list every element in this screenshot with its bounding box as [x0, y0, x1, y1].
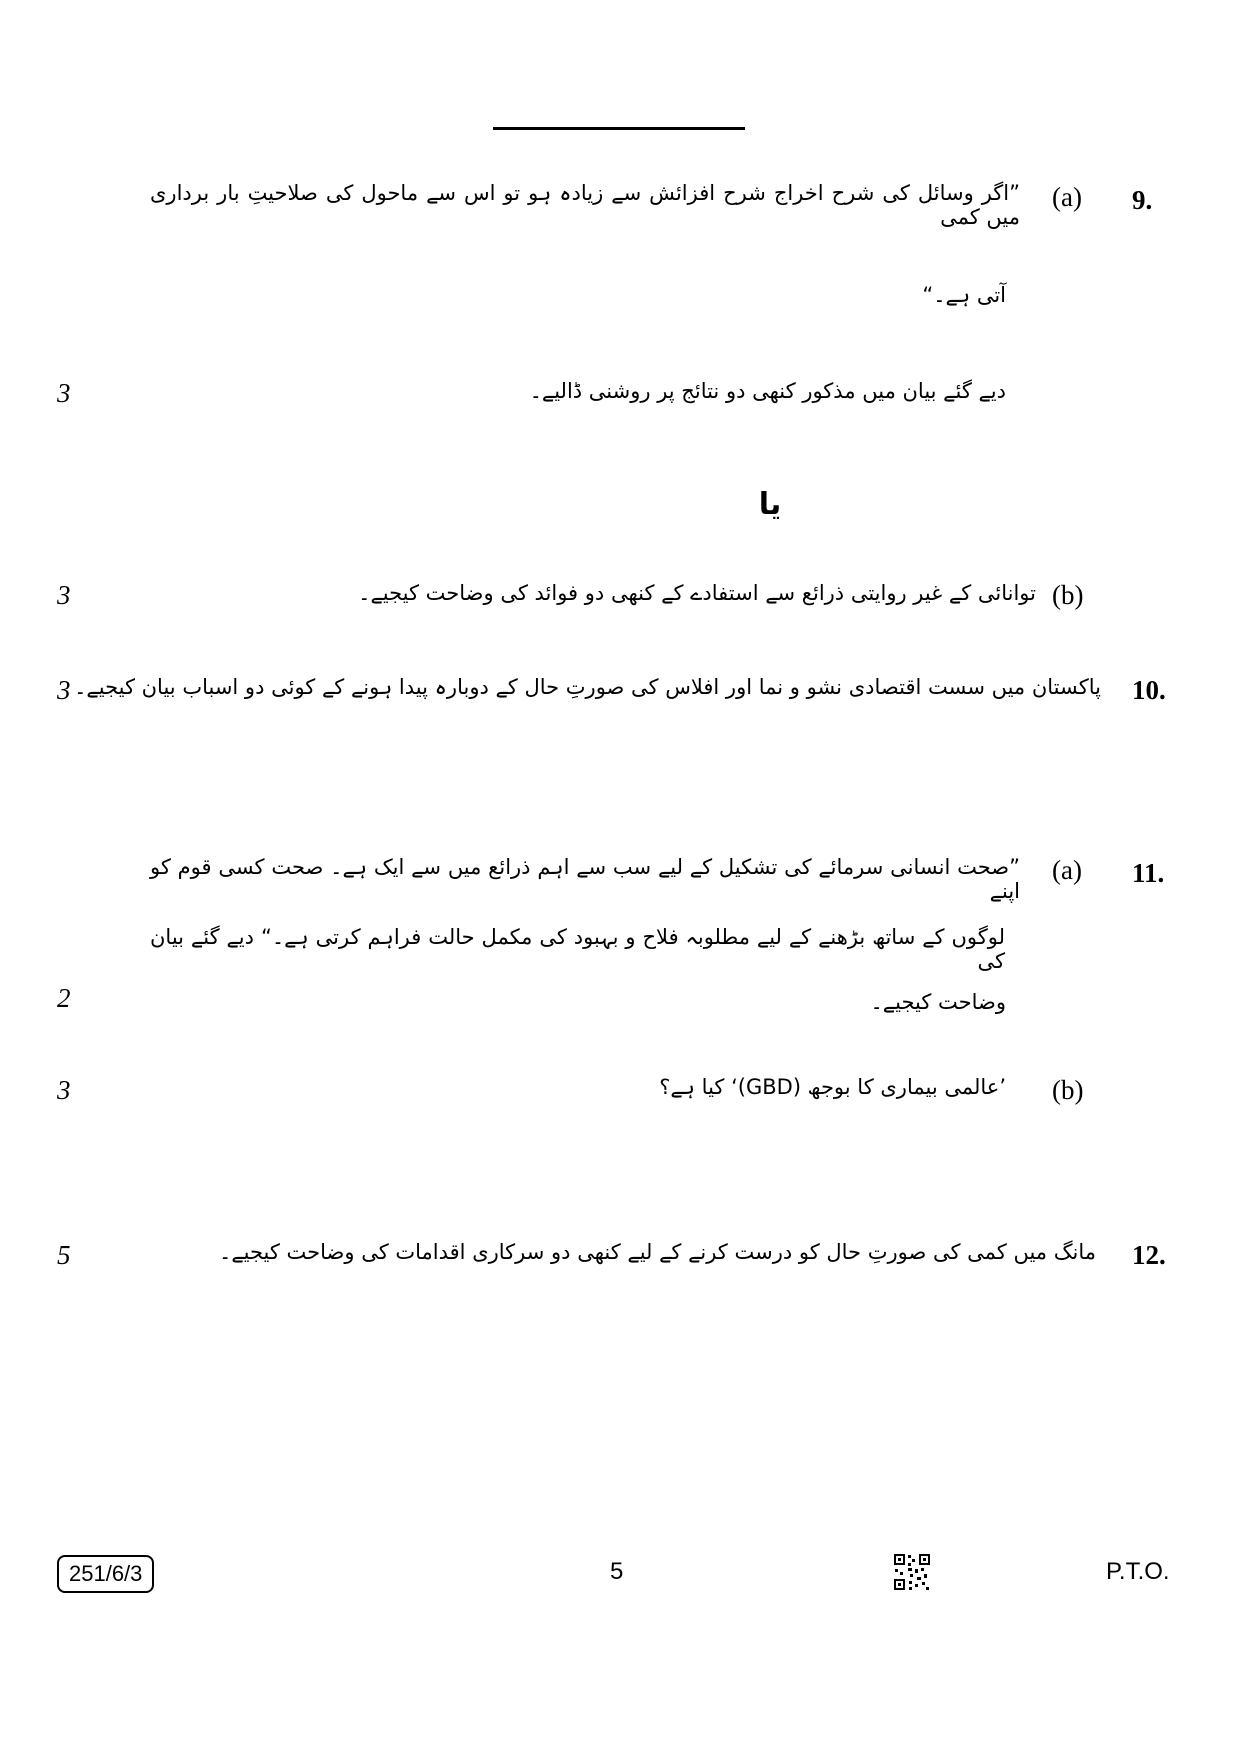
- pto-label: P.T.O.: [1106, 1558, 1170, 1585]
- question-9a-line-3: دیے گئے بیان میں مذکور کنھی دو نتائج پر روشنی ڈالیے۔: [529, 379, 1006, 403]
- question-11-number: 11.: [1132, 858, 1165, 888]
- top-divider: [493, 127, 745, 130]
- question-11a-marks: 2: [57, 983, 71, 1013]
- question-11a-line-1: ”صحت انسانی سرمائے کی تشکیل کے لیے سب سے اہم ذرائع میں سے ایک ہے۔ صحت کسی قوم کو اپنے: [150, 855, 1020, 903]
- question-9a-line-1: ”اگر وسائل کی شرح اخراج شرح افزائش سے زیادہ ہو تو اس سے ماحول کی صلاحیتِ بار برداری میں کمی: [150, 181, 1020, 229]
- question-9a-marks: 3: [57, 378, 71, 408]
- question-12-marks: 5: [57, 1240, 71, 1270]
- question-12-number: 12.: [1132, 1240, 1166, 1270]
- qr-code-icon: [893, 1553, 931, 1591]
- question-10-text: پاکستان میں سست اقتصادی نشو و نما اور افلاس کی صورتِ حال کے دوبارہ پیدا ہونے کے کوئی دو اسباب بیان کیجیے۔: [74, 675, 1101, 699]
- question-9a-line-2: آتی ہے۔“: [922, 283, 1006, 307]
- question-11a-line-2: لوگوں کے ساتھ بڑھنے کے لیے مطلوبہ فلاح و بہبود کی مکمل حالت فراہم کرتی ہے۔“ دیے گئے بیان کی: [150, 925, 1005, 973]
- question-12-text: مانگ میں کمی کی صورتِ حال کو درست کرنے کے لیے کنھی دو سرکاری اقدامات کی وضاحت کیجیے۔: [219, 1240, 1096, 1264]
- question-10-marks: 3: [57, 675, 71, 705]
- question-11a-label: (a): [1052, 855, 1082, 885]
- question-9a-label: (a): [1052, 182, 1082, 212]
- question-9b-marks: 3: [57, 580, 71, 610]
- question-9-number: 9.: [1132, 185, 1153, 215]
- question-10-number: 10.: [1132, 675, 1166, 705]
- question-11b-marks: 3: [57, 1075, 71, 1105]
- question-9b-label: (b): [1052, 580, 1084, 610]
- question-9b-text: توانائی کے غیر روایتی ذرائع سے استفادے کے کنھی دو فوائد کی وضاحت کیجیے۔: [358, 581, 1036, 605]
- question-11b-label: (b): [1052, 1075, 1084, 1105]
- paper-code: 251/6/3: [57, 1555, 154, 1593]
- or-separator: یا: [758, 487, 782, 522]
- page-number: 5: [610, 1558, 624, 1585]
- question-11a-line-3: وضاحت کیجیے۔: [870, 990, 1006, 1014]
- question-11b-text: ’عالمی بیماری کا بوجھ (GBD)‘ کیا ہے؟: [659, 1075, 1006, 1099]
